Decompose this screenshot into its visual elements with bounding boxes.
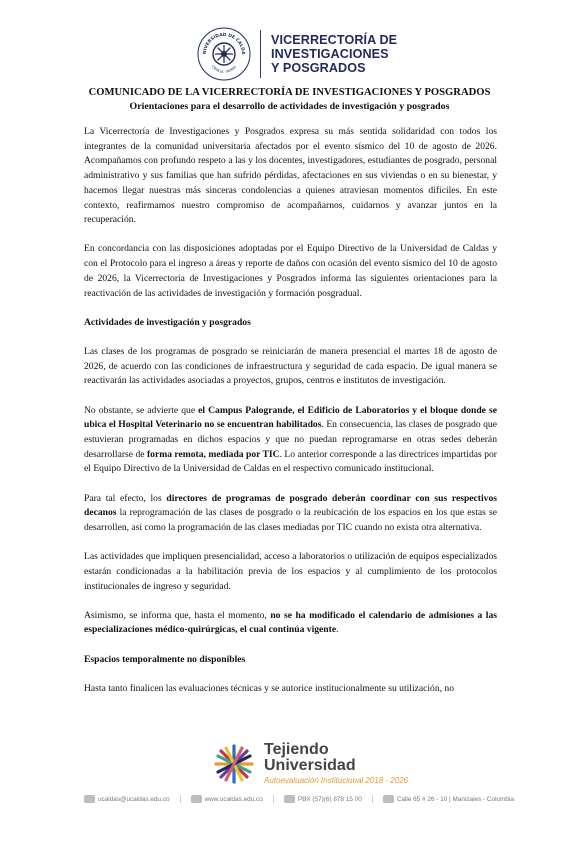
paragraph: [84, 492, 497, 536]
paragraph: [84, 609, 497, 638]
logo-tagline: Autoevaluación Institucional 2018 - 2026: [264, 776, 409, 785]
text-run: .: [336, 624, 339, 636]
bold-text: no se ha modificado el calendario de admisiones a las especializaciones médico-quirúrgicas, el cual continúa vigente: [84, 609, 497, 636]
university-seal-logo: [196, 26, 252, 82]
address-text: Calle 65 # 26 - 10 | Manizales - Colombia: [396, 795, 514, 803]
office-name-line: INVESTIGACIONES: [271, 47, 389, 61]
document-body: [84, 125, 497, 711]
logo-line1: Tejiendo: [264, 741, 329, 758]
paragraph: Las clases de los programas de posgrado se reiniciarán de manera presencial el martes 18 de agosto de 2026, de acuerdo con las condiciones de infraestructura y seguridad de cada espacio. De igual manera se reactivarán las actividades asociadas a proyectos, grupos, centros e institutos de investigación.: [84, 345, 497, 387]
seal-text-bottom: CIENCIA · MORAL: [210, 64, 238, 75]
text-run: . Lo anterior corresponde a las directrices impartidas por el Equipo Directivo de la Universidad de Caldas en el respectivo comunicado institucional.: [84, 448, 497, 475]
contact-separator: [273, 795, 274, 803]
logo-wordmark: [264, 742, 408, 786]
woven-star-logo-icon: [210, 740, 258, 788]
seal-text-top: NIVERSIDAD DE CALDA: [202, 32, 246, 55]
bold-text: el Campus Palogrande, el Edificio de Laboratorios y el bloque donde se ubica el Hospital Veterinario no se encuentran habilitados: [84, 404, 497, 431]
text-run: No obstante, se advierte que: [84, 404, 199, 416]
phone-text: PBX (57)(6) 878 15 00: [297, 795, 362, 803]
email-text: ucaldas@ucaldas.edu.co: [98, 795, 170, 803]
paragraph: La Vicerrectoría de Investigaciones y Posgrados expresa su más sentida solidaridad con todos los integrantes de la comunidad universitaria afectados por el evento sísmico del 10 de agosto de 2026. Acompañamos con profundo respeto a las y los docentes, investigadores, estudiantes de posgrado, personal administrativo y sus familias que han sufrido pérdidas, afectaciones en sus viviendas o en su bienestar, y hacemos llegar nuestras más sinceras condolencias a quienes atraviesan momentos difíciles. En este contexto, reafirmamos nuestro compromiso de acompañarnos, cuidarnos y avanzar juntos en la recuperación.: [84, 126, 497, 226]
paragraph: [84, 404, 497, 478]
text-run: . En consecuencia, las clases de posgrado que estuvieran programadas en dichos espacios y que no puedan reprogramarse en otras sedes deberán desarrollarse de: [84, 419, 497, 460]
office-name-line: Y POSGRADOS: [271, 61, 366, 75]
svg-text:CIENCIA · MORAL: [211, 64, 238, 74]
header-divider: [260, 30, 261, 78]
paragraph: En concordancia con las disposiciones adoptadas por el Equipo Directivo de la Universidad de Caldas y con el Protocolo para el ingreso a áreas y reporte de daños con ocasión del evento sísmico del 10 de agosto de 2026, la Vicerrectoría de Investigaciones y Posgrados informa las siguientes orientaciones para la reactivación de las actividades de investigación y formación posgradual.: [84, 243, 497, 299]
globe-icon: [191, 795, 202, 803]
bold-text: directores de programas de posgrado deberán coordinar con sus respectivos decanos: [84, 492, 497, 519]
text-run: Asimismo, se informa que, hasta el momento,: [84, 609, 271, 621]
contact-phone[interactable]: [284, 795, 362, 803]
contact-address: [383, 795, 514, 803]
contact-website[interactable]: [191, 795, 263, 803]
text-run: la reprogramación de las clases de posgrado o la reubicación de los espacios en los que estas se desarrollen, así como la programación de las clases mediadas por TIC cuando no exista otra alternativa.: [84, 507, 497, 533]
contact-separator: [372, 795, 373, 803]
paragraph: Las actividades que impliquen presencialidad, acceso a laboratorios o utilización de equipos especializados estarán condicionadas a la habilitación previa de los espacios y al cumplimiento de los protocolos institucionales de ingreso y seguridad.: [84, 551, 497, 592]
office-name: [271, 33, 397, 75]
document-title: COMUNICADO DE LA VICERRECTORÍA DE INVESTIGACIONES Y POSGRADOS: [88, 87, 491, 98]
paragraph: Hasta tanto finalicen las evaluaciones técnicas y se autorice institucionalmente su utilización, no: [84, 682, 455, 694]
contact-separator: [180, 795, 181, 803]
tejiendo-universidad-logo: [210, 740, 408, 788]
logo-line2: Universidad: [264, 757, 356, 774]
document-subtitle: Orientaciones para el desarrollo de actividades de investigación y posgrados: [129, 101, 450, 112]
email-icon: [84, 795, 95, 803]
website-text: www.ucaldas.edu.co: [204, 795, 263, 803]
contact-bar: [84, 795, 514, 803]
bold-text: forma remota, mediada por TIC: [146, 448, 280, 460]
section-heading: Actividades de investigación y posgrados: [84, 316, 251, 328]
contact-email[interactable]: [84, 795, 170, 803]
letterhead: [196, 26, 397, 82]
section-heading: Espacios temporalmente no disponibles: [84, 653, 246, 665]
phone-icon: [284, 795, 295, 803]
location-pin-icon: [383, 795, 394, 803]
office-name-line: VICERRECTORÍA DE: [271, 33, 398, 47]
text-run: Para tal efecto, los: [84, 492, 167, 504]
